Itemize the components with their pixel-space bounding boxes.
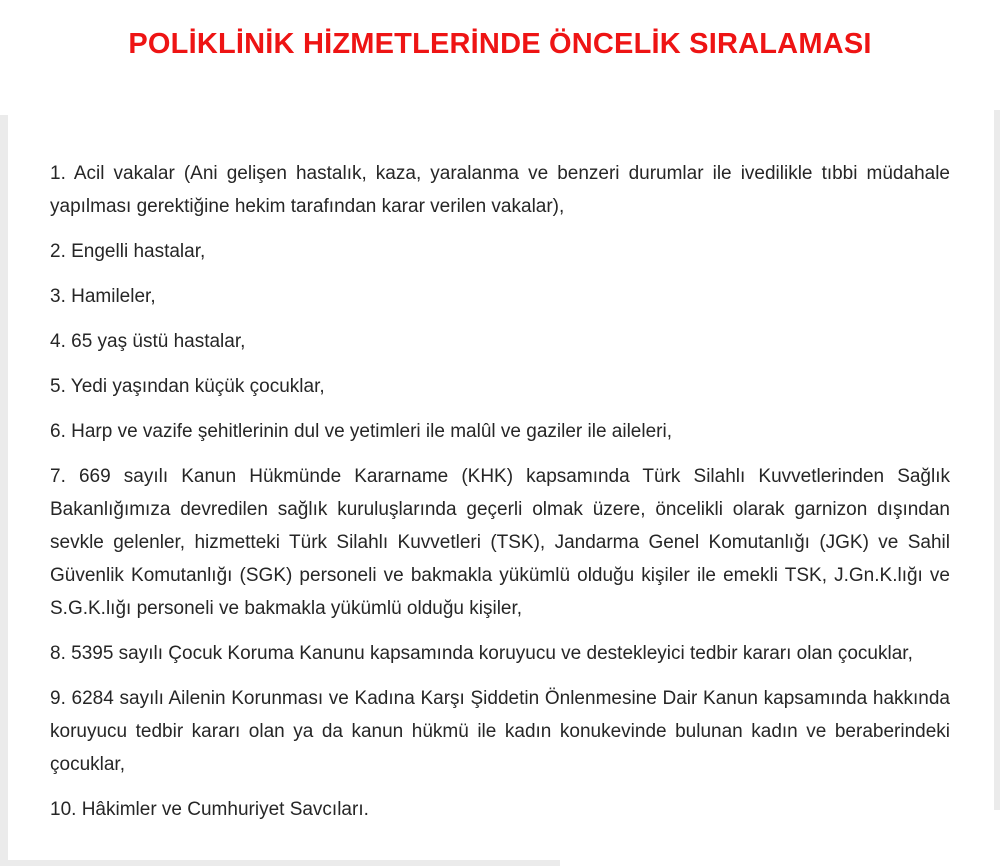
page-title: POLİKLİNİK HİZMETLERİNDE ÖNCELİK SIRALAMASI xyxy=(128,28,872,60)
priority-item-8: 8. 5395 sayılı Çocuk Koruma Kanunu kapsamında koruyucu ve destekleyici tedbir kararı olan çocuklar, xyxy=(50,643,913,664)
page-edge-right-shadow xyxy=(994,110,1000,810)
priority-item-9: 9. 6284 sayılı Ailenin Korunması ve Kadına Karşı Şiddetin Önlenmesine Dair Kanun kapsamında hakkında koruyucu tedbir kararı olan ya da kanun hükmü ile kadın konukevinde bulunan kadın ve beraberindeki çocuklar, xyxy=(50,688,950,775)
priority-item-5: 5. Yedi yaşından küçük çocuklar, xyxy=(50,376,325,397)
priority-item-2: 2. Engelli hastalar, xyxy=(50,241,206,262)
priority-item-3: 3. Hamileler, xyxy=(50,286,156,307)
page-edge-bottom-shadow xyxy=(0,860,560,866)
priority-list xyxy=(0,157,1000,826)
priority-item-7: 7. 669 sayılı Kanun Hükmünde Kararname (KHK) kapsamında Türk Silahlı Kuvvetlerinden Sağlık Bakanlığımıza devredilen sağlık kuruluşlarında geçerli olmak üzere, öncelikli olarak garnizon dışından sevkle gelenler, hizmetteki Türk Silahlı Kuvvetleri (TSK), Jandarma Genel Komutanlığı (JGK) ve Sahil Güvenlik Komutanlığı (SGK) personeli ve bakmakla yükümlü olduğu kişiler ile emekli TSK, J.Gn.K.lığı ve S.G.K.lığı personeli ve bakmakla yükümlü olduğu kişiler, xyxy=(50,466,950,619)
page-edge-left-shadow xyxy=(0,115,8,866)
priority-item-10: 10. Hâkimler ve Cumhuriyet Savcıları. xyxy=(50,799,369,820)
priority-item-1: 1. Acil vakalar (Ani gelişen hastalık, kaza, yaralanma ve benzeri durumlar ile ivedilikle tıbbi müdahale yapılması gerektiğine hekim tarafından karar verilen vakalar), xyxy=(50,163,950,217)
priority-item-6: 6. Harp ve vazife şehitlerinin dul ve yetimleri ile malûl ve gaziler ile aileleri, xyxy=(50,421,672,442)
priority-item-4: 4. 65 yaş üstü hastalar, xyxy=(50,331,246,352)
